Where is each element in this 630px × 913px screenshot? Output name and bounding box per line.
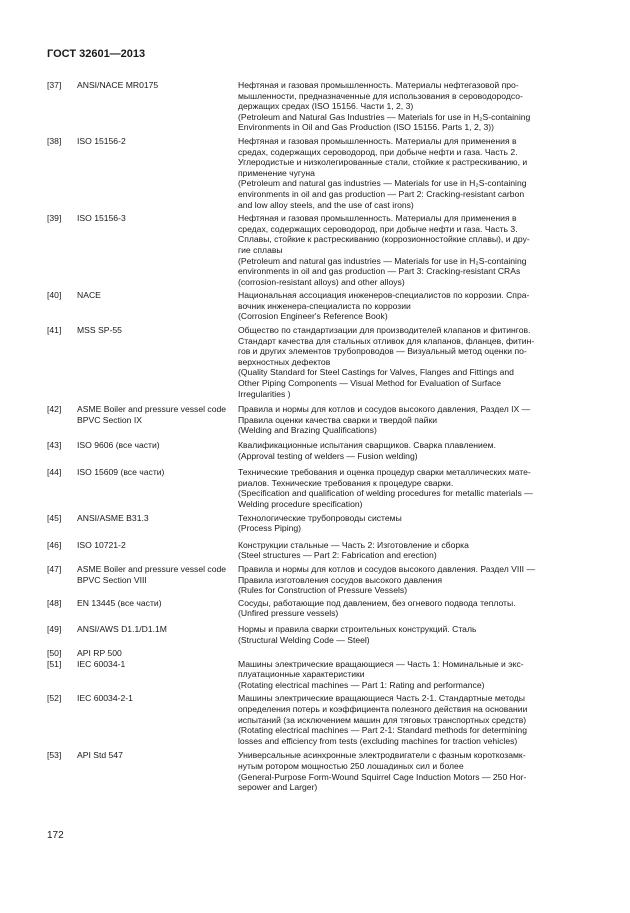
reference-entry: [47, 290, 585, 322]
description-line: определения потерь и коэффициента полезного действия на основании: [238, 704, 528, 715]
reference-description: [238, 136, 585, 210]
reference-description: [238, 750, 585, 792]
page-number: 172: [47, 830, 64, 841]
reference-entry: [47, 598, 585, 619]
description-line: Нефтяная и газовая промышленность. Материалы для применения в: [238, 213, 517, 224]
description-line: плуатационные характеристики: [238, 669, 365, 680]
description-line: (Specification and qualification of welding procedures for metallic materials —: [238, 488, 533, 499]
description-line: Квалификационные испытания сварщиков. Сварка плавлением.: [238, 440, 496, 450]
reference-number: [43]: [47, 440, 62, 450]
description-line: (Rotating electrical machines — Part 2-1: Standard methods for determining: [238, 725, 527, 736]
reference-code: ISO 9606 (все части): [77, 440, 160, 450]
description-line: мышленности, предназначенные для использования в сероводородсо-: [238, 90, 523, 101]
reference-code: ISO 10721-2: [77, 539, 126, 550]
reference-entry: [47, 404, 585, 436]
reference-number: [39]: [47, 213, 62, 224]
description-line: средах, содержащих сероводород, при добыче нефти и газа. Часть 2.: [238, 146, 518, 157]
reference-entry: [47, 467, 585, 509]
description-line: Welding procedure specification): [238, 498, 363, 509]
description-line: losses and efficiency from tests (excluding machines for traction vehicles): [238, 735, 518, 746]
description-line: применение чугуна: [238, 167, 315, 178]
description-line: environments in oil and gas production — Part 2: Cracking-resistant carbon: [238, 188, 525, 199]
reference-entry: [47, 136, 585, 210]
reference-list: [47, 80, 585, 793]
reference-entry: [47, 564, 585, 596]
reference-number: [42]: [47, 404, 62, 415]
reference-description: [238, 440, 585, 461]
description-line: Нефтяная и газовая промышленность. Материалы для применения в: [238, 135, 517, 146]
reference-description: [238, 290, 585, 322]
reference-code: EN 13445 (все части): [77, 597, 162, 608]
description-line: Технические требования и оценка процедур сварки металлических мате-: [238, 467, 531, 478]
reference-number: [41]: [47, 325, 62, 336]
reference-description: [238, 80, 585, 133]
description-line: гов и других элементов трубопроводов — Визуальный метод оценки по-: [238, 346, 527, 357]
description-line: Общество по стандартизации для производителей клапанов и фитингов.: [238, 325, 531, 336]
document-header: ГОСТ 32601—2013: [47, 48, 146, 60]
reference-number: [52]: [47, 693, 62, 704]
description-line: Технологические трубопроводы системы: [238, 512, 402, 523]
reference-number: [46]: [47, 539, 62, 550]
reference-description: [238, 564, 585, 596]
description-line: (corrosion-resistant alloys) and other alloys): [238, 276, 405, 287]
reference-code: ISO 15156-2: [77, 135, 126, 146]
reference-code: ANSI/ASME B31.3: [77, 512, 149, 523]
reference-description: [238, 598, 585, 619]
reference-description: [238, 213, 585, 287]
description-line: (Rotating electrical machines — Part 1: Rating and performance): [238, 679, 485, 690]
description-line: Нормы и правила сварки строительных конструкций. Сталь: [238, 623, 477, 634]
description-line: вочник инженера-специалиста по коррозии: [238, 300, 411, 311]
reference-code: API Std 547: [77, 750, 123, 761]
description-line: and low alloy steels, and the use of cast irons): [238, 199, 414, 210]
description-line: Правила и нормы для котлов и сосудов высокого давления. Раздел VIII —: [238, 563, 536, 574]
description-line: Конструкции стальные — Часть 2: Изготовление и сборка: [238, 539, 469, 550]
description-line: (General-Purpose Form-Wound Squirrel Cage Induction Motors — 250 Hor-: [238, 771, 527, 782]
description-line: верхностных дефектов: [238, 356, 331, 367]
description-line: риалов. Технические требования к процедуре сварки.: [238, 477, 454, 488]
description-line: средах, содержащих сероводород, при добыче нефти и газа. Часть 3.: [238, 223, 518, 234]
reference-code: IEC 60034-1: [77, 658, 126, 669]
description-line: Сплавы, стойкие к растрескиванию (коррозионностойкие сплавы), и дру-: [238, 234, 530, 245]
description-line: Углеродистые и низколегированные стали, стойкие к растрескиванию, и: [238, 157, 528, 168]
reference-number: [47]: [47, 563, 62, 574]
reference-code: ANSI/NACE MR0175: [77, 80, 159, 90]
reference-entry: [47, 440, 585, 461]
reference-entry: [47, 693, 585, 746]
reference-entry: [47, 325, 585, 399]
reference-description: [238, 648, 585, 659]
reference-code: MSS SP-55: [77, 325, 122, 336]
description-line: (Corrosion Engineer's Reference Book): [238, 311, 388, 322]
reference-code: ASME Boiler and pressure vessel code BPVC Section VIII: [77, 563, 227, 585]
reference-number: [45]: [47, 512, 62, 523]
reference-entry: [47, 750, 585, 792]
reference-entry: [47, 624, 585, 645]
reference-description: [238, 624, 585, 645]
description-line: (Rules for Construction of Pressure Vessels): [238, 585, 408, 596]
description-line: Правила и нормы для котлов и сосудов высокого давления, Раздел IX —: [238, 404, 531, 415]
description-line: (Welding and Brazing Qualifications): [238, 425, 377, 436]
description-line: (Petroleum and Natural Gas Industries — Materials for use in H₂S-containing: [238, 111, 531, 122]
description-line: environments in oil and gas production — Part 3: Cracking-resistant CRAs: [238, 266, 521, 277]
description-line: Environments in Oil and Gas Production (ISO 15156. Parts 1, 2, 3)): [238, 122, 495, 133]
description-line: Национальная ассоциация инженеров-специалистов по коррозии. Спра-: [238, 290, 530, 301]
reference-number: [51]: [47, 658, 62, 669]
description-line: Правила изготовления сосудов высокого давления: [238, 574, 442, 585]
description-line: Машины электрические вращающиеся — Часть 1: Номинальные и экс-: [238, 658, 524, 669]
description-line: Универсальные асинхронные электродвигатели с фазным короткозамк-: [238, 750, 526, 761]
reference-entry: [47, 513, 585, 534]
reference-code: API RP 500: [77, 648, 122, 659]
reference-number: [50]: [47, 648, 62, 659]
description-line: sepower and Larger): [238, 782, 318, 793]
description-line: (Quality Standard for Steel Castings for Valves, Flanges and Fittings and: [238, 367, 514, 378]
reference-description: [238, 404, 585, 436]
reference-description: [238, 540, 585, 561]
reference-number: [49]: [47, 623, 62, 634]
description-line: Стандарт качества для стальных отливок для клапанов, фланцев, фитин-: [238, 335, 535, 346]
description-line: (Approval testing of welders — Fusion welding): [238, 450, 418, 461]
reference-number: [48]: [47, 597, 62, 608]
reference-code: ASME Boiler and pressure vessel code BPVC Section IX: [77, 404, 227, 425]
description-line: нутым ротором мощностью 250 лошадиных сил и более: [238, 761, 464, 772]
reference-description: [238, 513, 585, 534]
reference-code: ISO 15156-3: [77, 213, 126, 224]
reference-description: [238, 467, 585, 509]
reference-entry: [47, 80, 585, 133]
reference-description: [238, 659, 585, 691]
description-line: (Structural Welding Code — Steel): [238, 634, 370, 645]
description-line: Сосуды, работающие под давлением, без огневого подвода теплоты.: [238, 597, 516, 608]
description-line: (Petroleum and natural gas industries — Materials for use in H₂S-containing: [238, 178, 527, 189]
reference-description: [238, 325, 585, 399]
reference-code: IEC 60034-2-1: [77, 693, 133, 704]
reference-entry: [47, 213, 585, 287]
reference-code: ANSI/AWS D1.1/D1.1M: [77, 623, 167, 634]
reference-number: [40]: [47, 290, 62, 301]
reference-entry: [47, 659, 585, 691]
description-line: Irregularities ): [238, 388, 291, 399]
reference-number: [38]: [47, 135, 62, 146]
reference-code: ISO 15609 (все части): [77, 467, 165, 478]
reference-number: [37]: [47, 80, 62, 90]
description-line: (Steel structures — Part 2: Fabrication and erection): [238, 550, 437, 561]
reference-number: [53]: [47, 750, 62, 761]
reference-description: [238, 693, 585, 746]
reference-entry: [47, 648, 585, 659]
description-line: испытаний (за исключением машин для тяговых транспортных средств): [238, 714, 527, 725]
description-line: (Unfired pressure vessels): [238, 608, 339, 619]
description-line: Other Piping Components — Visual Method for Evaluation of Surface: [238, 378, 502, 389]
description-line: Правила оценки качества сварки и твердой пайки: [238, 414, 438, 425]
description-line: гие сплавы: [238, 244, 283, 255]
description-line: Машины электрические вращающиеся Часть 2-1. Стандартные методы: [238, 693, 525, 704]
description-line: (Petroleum and natural gas industries — Materials for use in H₂S-containing: [238, 255, 527, 266]
description-line: (Process Piping): [238, 523, 302, 534]
reference-entry: [47, 540, 585, 561]
reference-code: NACE: [77, 290, 101, 301]
description-line: Нефтяная и газовая промышленность. Материалы нефтегазовой про-: [238, 80, 519, 90]
reference-number: [44]: [47, 467, 62, 478]
description-line: держащих средах (ISO 15156. Части 1, 2, 3): [238, 101, 414, 112]
